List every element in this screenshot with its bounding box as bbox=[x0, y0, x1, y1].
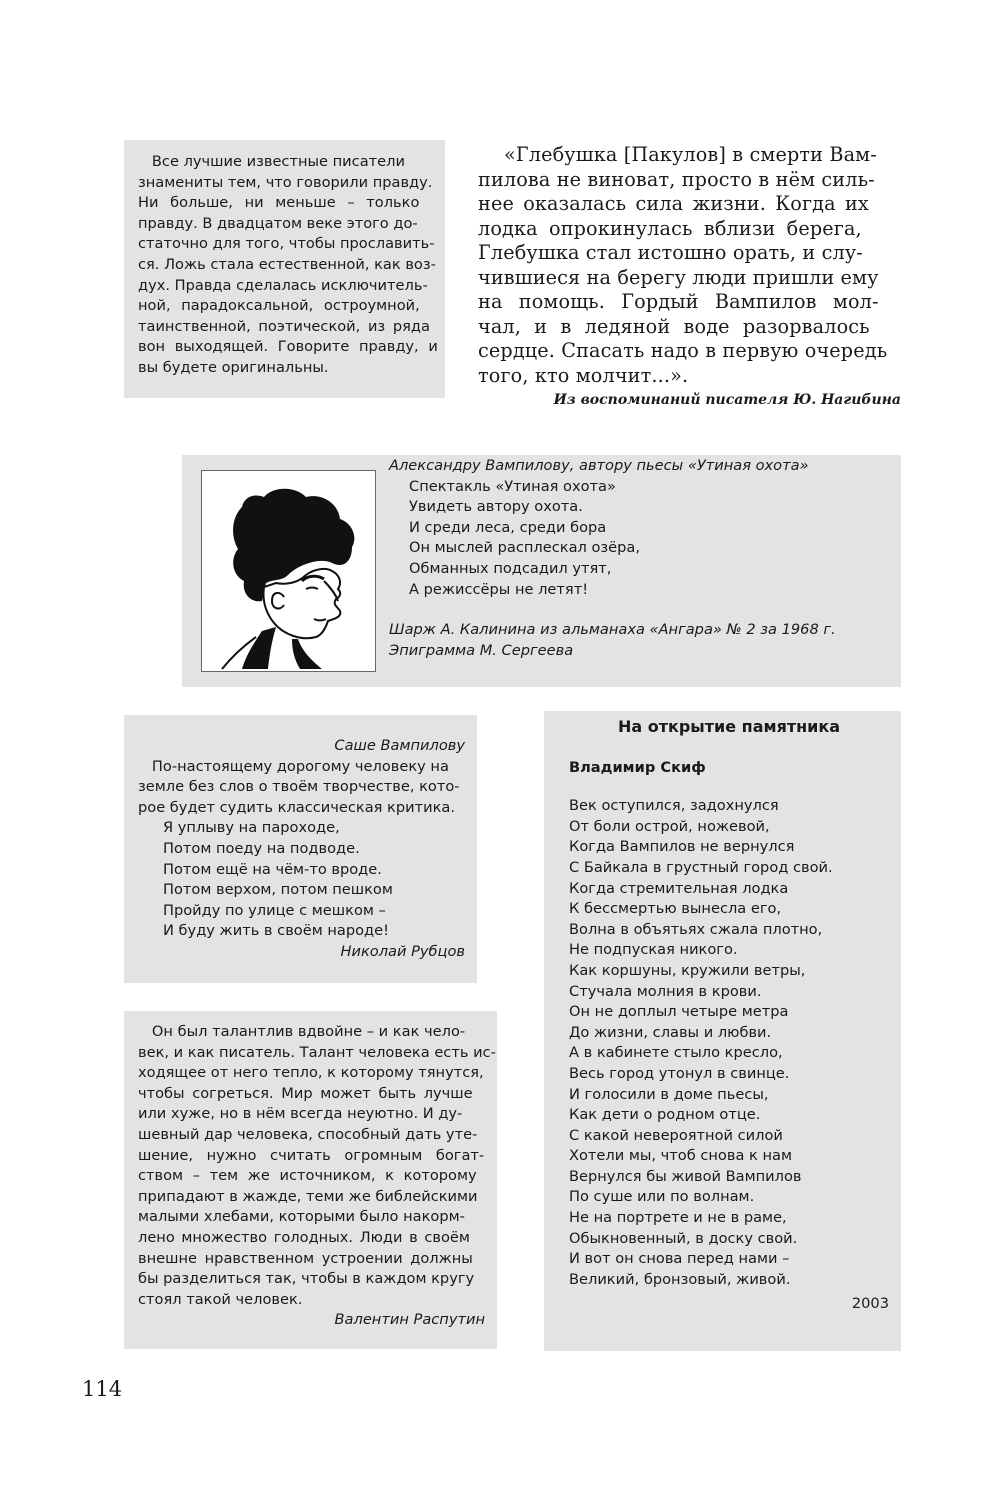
epigram-text bbox=[389, 455, 894, 661]
rasputin-box bbox=[124, 1011, 497, 1349]
verse-line: Обманных подсадил утят, bbox=[409, 559, 612, 577]
verse-line: Потом ещё на чём-то вроде. bbox=[163, 860, 382, 878]
rubtsov-box bbox=[124, 715, 477, 983]
quote-line: пилова не виноват, просто в нём силь- bbox=[478, 167, 875, 191]
prose-line: шение, нужно считать огромным богат- bbox=[138, 1146, 485, 1164]
quote-line: на помощь. Гордый Вампилов мол- bbox=[478, 290, 879, 313]
epigram-verse bbox=[389, 477, 894, 601]
prose-line: рое будет судить классическая критика. bbox=[138, 798, 455, 816]
quote-line: сердце. Спасать надо в первую очередь bbox=[478, 339, 888, 362]
quote-line: Все лучшие известные писатели bbox=[138, 153, 405, 170]
caricature-drawing bbox=[202, 471, 375, 671]
prose-line: Он был талантлив вдвойне – и как чело- bbox=[138, 1023, 466, 1040]
nagibin-quote-text bbox=[478, 143, 901, 388]
verse-line: Я уплыву на пароходе, bbox=[163, 819, 340, 837]
verse-line: Не подпуская никого. bbox=[569, 941, 738, 959]
prose-line: чтобы согреться. Мир может быть лучше bbox=[138, 1084, 473, 1102]
nagibin-source: Из воспоминаний писателя Ю. Нагибина bbox=[553, 392, 901, 408]
quote-line: чал, и в ледяной воде разорвалось bbox=[478, 314, 870, 338]
quote-line: ся. Ложь стала естественной, как воз- bbox=[138, 255, 436, 273]
verse-line: Великий, бронзовый, живой. bbox=[569, 1270, 791, 1288]
verse-line: Когда Вампилов не вернулся bbox=[569, 838, 795, 856]
verse-line: Обыкновенный, в доску свой. bbox=[569, 1229, 798, 1247]
prose-line: ходящее от него тепло, к которому тянутся, bbox=[138, 1064, 484, 1082]
verse-line: А режиссёры не летят! bbox=[409, 580, 589, 598]
quote-line: дух. Правда сделалась исключитель- bbox=[138, 276, 428, 294]
prose-line: стоял такой человек. bbox=[138, 1290, 303, 1308]
poem-year: 2003 bbox=[851, 1295, 889, 1313]
verse-line: Весь город утонул в свинце. bbox=[569, 1064, 790, 1082]
epigram-author-caption: Эпиграмма М. Сергеева bbox=[389, 641, 574, 659]
verse-line: Волна в объятьях сжала плотно, bbox=[569, 920, 823, 938]
quote-line: нее оказалась сила жизни. Когда их bbox=[478, 192, 869, 215]
quote-line: Глебушка стал истошно орать, и слу- bbox=[478, 241, 863, 264]
quote-line: статочно для того, чтобы прославить- bbox=[138, 235, 435, 253]
poem-heading: На открытие памятника bbox=[617, 717, 841, 736]
quote-line: правду. В двадцатом веке этого до- bbox=[138, 214, 418, 232]
caricature-caption: Шарж А. Калинина из альманаха «Ангара» № 2 за 1968 г. bbox=[389, 621, 836, 639]
verse-line: И буду жить в своём народе! bbox=[163, 922, 389, 940]
verse-line: Хотели мы, чтоб снова к нам bbox=[569, 1147, 792, 1165]
verse-line: Спектакль «Утиная охота» bbox=[409, 477, 616, 495]
quote-line: вон выходящей. Говорите правду, и bbox=[138, 338, 438, 356]
verse-line: И вот он снова перед нами – bbox=[569, 1250, 790, 1268]
prose-line: По-настоящему дорогому человеку на bbox=[138, 757, 449, 775]
verse-line: С Байкала в грустный город свой. bbox=[569, 858, 833, 876]
prose-line: лено множество голодных. Люди в своём bbox=[138, 1228, 470, 1246]
skif-poem-box bbox=[544, 711, 901, 1351]
poem-author: Владимир Скиф bbox=[569, 758, 706, 776]
page-number: 114 bbox=[82, 1377, 123, 1401]
verse-line: Век оступился, задохнулся bbox=[569, 797, 779, 815]
rubtsov-dedication: Саше Вампилову bbox=[334, 737, 465, 754]
truth-quote-box bbox=[124, 140, 445, 398]
quote-line: Ни больше, ни меньше – только bbox=[138, 194, 420, 212]
verse-line: От боли острой, ножевой, bbox=[569, 817, 770, 835]
verse-line: Вернулся бы живой Вампилов bbox=[569, 1167, 802, 1185]
verse-line: И среди леса, среди бора bbox=[409, 518, 607, 536]
verse-line: К бессмертью вынесла его, bbox=[569, 900, 782, 918]
verse-line: Не на портрете и не в раме, bbox=[569, 1209, 787, 1227]
rubtsov-author: Николай Рубцов bbox=[340, 942, 465, 960]
prose-line: внешне нравственном устроении должны bbox=[138, 1249, 473, 1267]
nagibin-quote bbox=[478, 143, 901, 408]
verse-line: Потом верхом, потом пешком bbox=[163, 881, 393, 899]
quote-line: чившиеся на берегу люди пришли ему bbox=[478, 265, 879, 289]
prose-line: припадают в жажде, теми же библейскими bbox=[138, 1187, 478, 1205]
quote-line: знамениты тем, что говорили правду. bbox=[138, 173, 433, 191]
prose-line: бы разделиться так, чтобы в каждом кругу bbox=[138, 1270, 475, 1288]
verse-line: С какой невероятной силой bbox=[569, 1126, 783, 1144]
verse-line: Он мыслей расплескал озёра, bbox=[409, 539, 640, 557]
prose-line: ством – тем же источником, к которому bbox=[138, 1167, 477, 1185]
verse-line: До жизни, славы и любви. bbox=[569, 1023, 772, 1041]
verse-line: Пройду по улице с мешком – bbox=[163, 901, 386, 919]
quote-line: ной, парадоксальной, остроумной, bbox=[138, 297, 420, 315]
verse-line: Как дети о родном отце. bbox=[569, 1106, 761, 1124]
epigram-dedication: Александру Вампилову, автору пьесы «Утиная охота» bbox=[389, 457, 809, 474]
verse-line: Увидеть автору охота. bbox=[409, 498, 583, 516]
verse-line: Стучала молния в крови. bbox=[569, 982, 762, 1000]
verse-line: А в кабинете стыло кресло, bbox=[569, 1044, 783, 1062]
verse-line: Когда стремительная лодка bbox=[569, 879, 789, 897]
verse-line: Как коршуны, кружили ветры, bbox=[569, 961, 806, 979]
quote-line: лодка опрокинулась вблизи берега, bbox=[478, 216, 862, 240]
prose-line: или хуже, но в нём всегда неуютно. И ду- bbox=[138, 1105, 463, 1123]
prose-line: шевный дар человека, способный дать уте- bbox=[138, 1125, 478, 1143]
quote-line: вы будете оригинальны. bbox=[138, 358, 329, 376]
quote-line: таинственной, поэтической, из ряда bbox=[138, 317, 430, 335]
verse-line: Потом поеду на подводе. bbox=[163, 839, 360, 857]
verse-line: И голосили в доме пьесы, bbox=[569, 1085, 769, 1103]
verse-line: Он не доплыл четыре метра bbox=[569, 1003, 789, 1021]
quote-line: «Глебушка [Пакулов] в смерти Вам- bbox=[504, 143, 877, 166]
prose-line: век, и как писатель. Талант человека есть ис- bbox=[138, 1043, 496, 1061]
caricature-image bbox=[201, 470, 376, 672]
quote-line: того, кто молчит...». bbox=[478, 363, 689, 387]
prose-line: земле без слов о твоём творчестве, кото- bbox=[138, 778, 460, 796]
prose-line: малыми хлебами, которыми было накорм- bbox=[138, 1208, 465, 1226]
verse-line: По суше или по волнам. bbox=[569, 1188, 755, 1206]
rasputin-author: Валентин Распутин bbox=[334, 1311, 485, 1329]
